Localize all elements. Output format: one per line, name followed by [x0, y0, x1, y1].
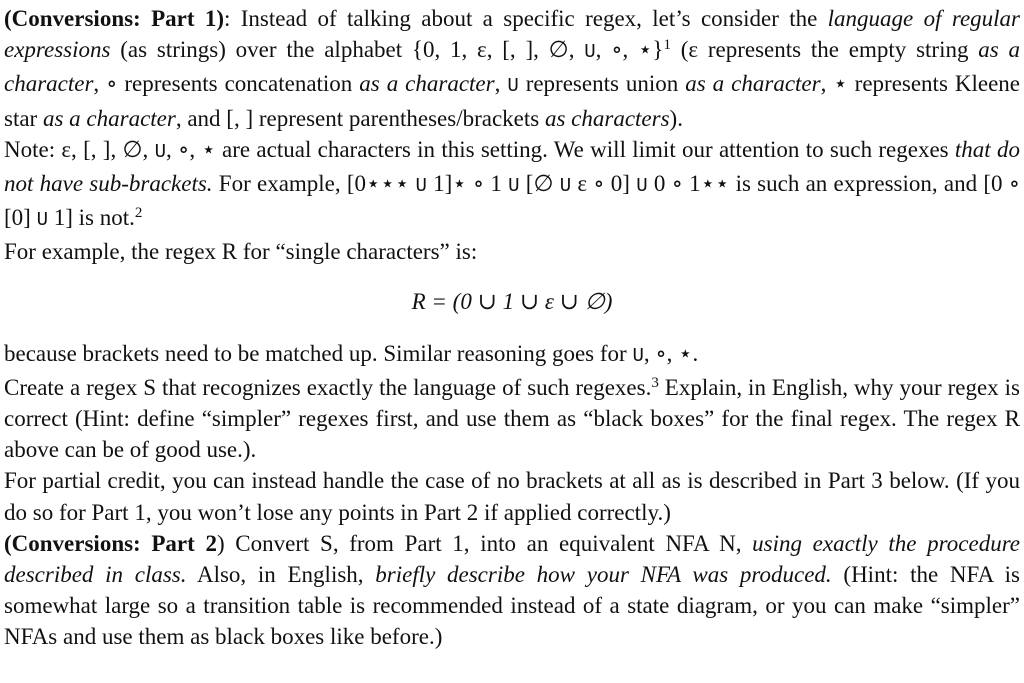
part1-paragraph [4, 3, 1020, 134]
union-symbol: U [36, 209, 48, 232]
union-symbol: U [154, 140, 166, 163]
union-symbol: U [632, 344, 644, 367]
as-characters-italic: as characters [544, 105, 670, 131]
note-start: Note: ε, [, ], ∅, [4, 136, 155, 162]
create-paragraph [4, 372, 1020, 466]
part1-close: ). [669, 105, 683, 131]
part2-hint: (Hint: the NFA is somewhat large so a transition table is recommended instead of a state diagram, or you can make “simpler” NFAs and use them as black boxes like before.) [4, 562, 1020, 650]
as-character-italic: as a character [685, 71, 821, 97]
union-symbol: U [508, 175, 520, 198]
part1-heading: (Conversions: Part 1) [4, 6, 224, 31]
note-italic: that do not have sub-brackets. [4, 136, 1020, 197]
part1-union-text: represents union [518, 71, 686, 97]
part2-italic-describe: briefly describe how your NFA was produced. [375, 562, 832, 588]
union-symbol: U [415, 175, 427, 198]
example-line: For example, the regex R for “single characters” is: [4, 239, 478, 265]
after-formula-paragraph [4, 338, 1020, 372]
note-example-part: 0 ∘ 1⋆⋆ is such an expression, and [0 ∘ [0] [4, 171, 1020, 231]
part1-star-text: , ⋆ represents Kleene star [4, 71, 1020, 131]
note-example-start: For example, [0⋆⋆⋆ [212, 171, 416, 197]
as-character-italic: as a character [42, 105, 176, 131]
as-character-italic: as a character [4, 37, 1021, 97]
as-character-italic: as a character [359, 71, 495, 97]
note-example-part: ε ∘ 0] [571, 171, 637, 197]
footnote-mark-2: 2 [134, 205, 143, 222]
note-example-part: [∅ [519, 171, 560, 197]
note-mid: , ∘, ⋆ are actual characters in this setting. We will limit our attention to such regexes [166, 136, 955, 162]
footnote-mark-3: 3 [651, 374, 659, 391]
note-example-end: 1] is not. [47, 205, 135, 231]
create-explain: Explain, in English, why your regex is correct (Hint: define “simpler” regexes first, and use them as “black boxes” for the final regex. The regex R above can be of good use.). [4, 374, 1020, 463]
after-end: , ∘, ⋆. [643, 340, 699, 366]
create-text: Create a regex S that recognizes exactly the language of such regexes. [4, 374, 652, 400]
part1-alphabet: (as strings) over the alphabet {0, 1, ε, [, ], ∅, [110, 37, 585, 63]
part1-intro: : Instead of talking about a specific regex, let’s consider the [224, 6, 828, 31]
union-symbol: U [584, 41, 596, 64]
part1-language-italic: language of regular expressions [4, 6, 1021, 63]
partial-credit-paragraph: For partial credit, you can instead handle the case of no brackets at all as is described in Part 3 below. (If you do so for Part 1, you won’t lose any points in Part 2 if applied correctly.) [4, 468, 1020, 525]
footnote-mark-1: 1 [663, 37, 671, 54]
union-symbol: U [636, 175, 648, 198]
part1-comma: , [494, 71, 508, 97]
note-example-part: 1]⋆ ∘ 1 [426, 171, 509, 197]
part2-text: Also, in English, [186, 562, 376, 588]
display-formula: R = (0 ∪ 1 ∪ ε ∪ ∅) [411, 288, 613, 314]
part1-alphabet-end: , ∘, ⋆} [595, 37, 664, 63]
part1-concat-text: , ∘ represents concatenation [93, 71, 360, 97]
part1-bracket-text: , and [, ] represent parentheses/brackets [175, 105, 545, 131]
part2-heading: (Conversions: Part 2 [4, 530, 217, 556]
union-symbol: U [559, 175, 572, 198]
union-symbol: U [507, 75, 519, 98]
part2-text: ) Convert S, from Part 1, into an equivalent NFA N, [216, 530, 753, 556]
part2-paragraph [4, 528, 1020, 653]
part1-epsilon-text: (ε represents the empty string [670, 37, 979, 63]
after-start: because brackets need to be matched up. Similar reasoning goes for [4, 340, 633, 366]
note-paragraph [4, 134, 1020, 237]
part2-italic-procedure: using exactly the procedure described in class. [4, 530, 1020, 588]
